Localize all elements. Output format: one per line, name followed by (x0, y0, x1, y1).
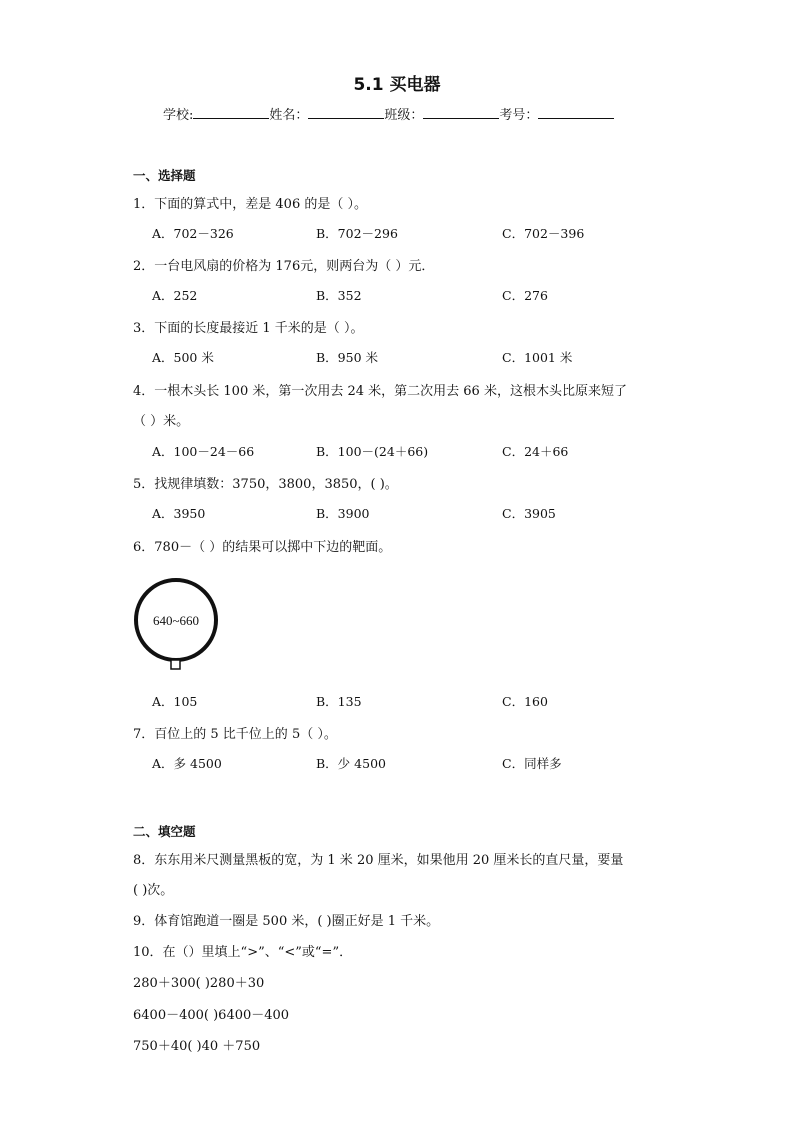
page-title: 5.1 买电器 (353, 75, 441, 95)
q3-option-c[interactable]: C．1001 米 (502, 350, 573, 365)
q7-option-b[interactable]: B．少 4500 (316, 756, 386, 771)
q10-item-1: 280＋300( )280＋30 (133, 976, 265, 991)
q6-option-c[interactable]: C．160 (502, 694, 548, 709)
question-2: 2．一台电风扇的价格为 176元，则两台为（ ）元． (133, 259, 435, 274)
q5-option-b[interactable]: B．3900 (316, 506, 370, 521)
question-4-continued: （ ）米。 (133, 414, 190, 429)
q10-item-3: 750＋40( )40 ＋750 (133, 1039, 261, 1054)
exam-no-blank[interactable] (538, 104, 614, 119)
target-figure (131, 576, 221, 672)
class-blank[interactable] (423, 104, 499, 119)
question-10: 10．在（）里填上“>”、“<”或“=”． (133, 945, 353, 960)
question-4: 4．一根木头长 100 米，第一次用去 24 米，第二次用去 66 米，这根木头比原来短了 (133, 384, 627, 399)
question-7: 7．百位上的 5 比千位上的 5（ ）。 (133, 727, 337, 742)
question-9: 9．体育馆跑道一圈是 500 米，( )圈正好是 1 千米。 (133, 914, 440, 929)
question-5: 5．找规律填数：3750，3800，3850，( )。 (133, 477, 398, 492)
question-3: 3．下面的长度最接近 1 千米的是（ ）。 (133, 321, 364, 336)
q3-option-a[interactable]: A．500 米 (152, 350, 214, 365)
school-blank[interactable] (193, 104, 269, 119)
q2-option-c[interactable]: C．276 (502, 288, 548, 303)
exam-no-label: 考号： (499, 108, 539, 123)
q1-option-a[interactable]: A．702－326 (152, 226, 234, 241)
target-stand (171, 660, 180, 669)
section-heading-fill: 二、填空题 (133, 824, 196, 839)
class-label: 班级： (384, 108, 424, 123)
q10-item-2: 6400－400( )6400－400 (133, 1008, 290, 1023)
student-info-row (163, 104, 614, 123)
question-6: 6．780－（ ）的结果可以掷中下边的靶面。 (133, 540, 392, 555)
target-label: 640~660 (152, 613, 200, 628)
name-blank[interactable] (308, 104, 384, 119)
q5-option-c[interactable]: C．3905 (502, 506, 556, 521)
q4-option-a[interactable]: A．100－24－66 (152, 444, 255, 459)
question-8: 8．东东用米尺测量黑板的宽，为 1 米 20 厘米，如果他用 20 厘米长的直尺量，要量 (133, 853, 624, 868)
q1-option-b[interactable]: B．702－296 (316, 226, 398, 241)
q6-option-b[interactable]: B．135 (316, 694, 362, 709)
q2-option-a[interactable]: A．252 (152, 288, 198, 303)
q5-option-a[interactable]: A．3950 (152, 506, 206, 521)
q3-option-b[interactable]: B．950 米 (316, 350, 379, 365)
question-1: 1．下面的算式中，差是 406 的是（ ）。 (133, 197, 367, 212)
q4-option-b[interactable]: B．100－(24＋66) (316, 444, 429, 459)
q7-option-a[interactable]: A．多 4500 (152, 756, 222, 771)
name-label: 姓名： (269, 108, 309, 123)
q2-option-b[interactable]: B．352 (316, 288, 362, 303)
q6-option-a[interactable]: A．105 (152, 694, 198, 709)
q7-option-c[interactable]: C．同样多 (502, 756, 562, 771)
section-heading-choice: 一、选择题 (133, 168, 196, 183)
q4-option-c[interactable]: C．24＋66 (502, 444, 569, 459)
school-label: 学校: (163, 108, 194, 123)
question-8-continued: ( )次。 (133, 883, 174, 898)
q1-option-c[interactable]: C．702－396 (502, 226, 585, 241)
